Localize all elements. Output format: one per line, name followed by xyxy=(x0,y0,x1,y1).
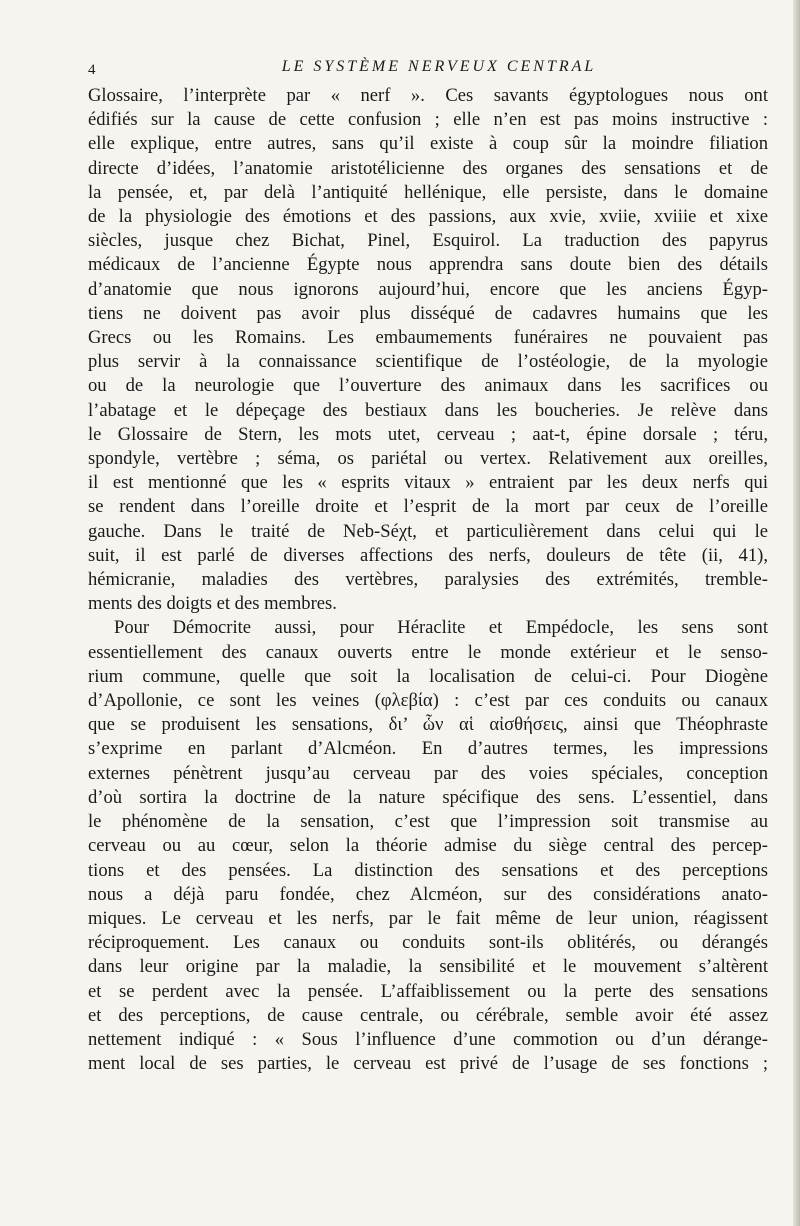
text-line: et des perceptions, de cause centrale, ou cérébrale, semble avoir été assez xyxy=(88,1004,768,1026)
text-line: spondyle, vertèbre ; séma, os pariétal ou vertex. Relativement aux oreilles, xyxy=(88,448,768,470)
page-edge xyxy=(793,0,800,1226)
text-line: nettement indiqué : « Sous l’influence d’une commotion ou d’un dérange- xyxy=(88,1028,768,1050)
text-line: directe d’idées, l’anatomie aristotélicienne des organes des sensations et de xyxy=(88,157,768,179)
text-line: il est mentionné que les « esprits vitaux » entraient par les deux nerfs qui xyxy=(88,472,768,494)
text-line: édifiés sur la cause de cette confusion ; elle n’en est pas moins instructive : xyxy=(88,109,768,131)
text-line: tions et des pensées. La distinction des sensations et des perceptions xyxy=(88,859,768,881)
text-line: rium commune, quelle que soit la localisation de celui-ci. Pour Diogène xyxy=(88,665,768,687)
text-line: le Glossaire de Stern, les mots utet, cerveau ; aat-t, épine dorsale ; téru, xyxy=(88,423,768,445)
text-line: Grecs ou les Romains. Les embaumements funéraires ne pouvaient pas xyxy=(88,327,768,349)
text-line: d’Apollonie, ce sont les veines (φλεβία) : c’est par ces conduits ou canaux xyxy=(88,690,768,712)
text-line: nous a déjà paru fondée, chez Alcméon, sur des considérations anato- xyxy=(88,883,768,905)
text-line: externes pénètrent jusqu’au cerveau par des voies spéciales, conception xyxy=(88,762,768,784)
page-header xyxy=(88,58,768,82)
text-line: elle explique, entre autres, sans qu’il existe à coup sûr la moindre filiation xyxy=(88,133,768,155)
text-line: ment local de ses parties, le cerveau est privé de l’usage de ses fonctions ; xyxy=(88,1053,768,1075)
text-line: se rendent dans l’oreille droite et l’esprit de la mort par ceux de l’oreille xyxy=(88,496,768,518)
text-line: réciproquement. Les canaux ou conduits sont-ils oblitérés, ou dérangés xyxy=(88,932,768,954)
text-line: siècles, jusque chez Bichat, Pinel, Esquirol. La traduction des papyrus xyxy=(88,230,768,252)
paragraph-end-line: ments des doigts et des membres. xyxy=(88,593,337,615)
text-line: s’exprime en parlant d’Alcméon. En d’autres termes, les impressions xyxy=(88,738,768,760)
text-line: suit, il est parlé de diverses affections des nerfs, douleurs de tête (ii, 41), xyxy=(88,544,768,566)
paragraph-start-line: Pour Démocrite aussi, pour Héraclite et Empédocle, les sens sont xyxy=(114,617,768,639)
page-number: 4 xyxy=(88,62,96,78)
text-line: miques. Le cerveau et les nerfs, par le fait même de leur union, réagissent xyxy=(88,907,768,929)
text-line: essentiellement des canaux ouverts entre le monde extérieur et le senso- xyxy=(88,641,768,663)
text-line: d’où sortira la doctrine de la nature spécifique des sens. L’essentiel, dans xyxy=(88,786,768,808)
text-line: dans leur origine par la maladie, la sensibilité et le mouvement s’altèrent xyxy=(88,956,768,978)
text-line: hémicranie, maladies des vertèbres, paralysies des extrémités, tremble- xyxy=(88,569,768,591)
text-line: que se produisent les sensations, δι’ ὧν αἱ αἰσθήσεις, ainsi que Théophraste xyxy=(88,714,768,736)
text-line: de la physiologie des émotions et des passions, aux xvie, xviie, xviiie et xixe xyxy=(88,206,768,228)
body-text xyxy=(88,84,768,1076)
text-line: gauche. Dans le traité de Neb-Séχt, et particulièrement dans celui qui le xyxy=(88,520,768,542)
text-line: ou de la neurologie que l’ouverture des animaux dans les sacrifices ou xyxy=(88,375,768,397)
text-line: cerveau ou au cœur, selon la théorie admise du siège central des percep- xyxy=(88,835,768,857)
running-title: LE SYSTÈME NERVEUX CENTRAL xyxy=(281,58,597,75)
text-line: l’abatage et le dépeçage des bestiaux dans les boucheries. Je relève dans xyxy=(88,399,768,421)
text-line: médicaux de l’ancienne Égypte nous apprendra sans doute bien des détails xyxy=(88,254,768,276)
text-line: le phénomène de la sensation, c’est que l’impression soit transmise au xyxy=(88,811,768,833)
text-line: d’anatomie que nous ignorons aujourd’hui, encore que les anciens Égyp- xyxy=(88,278,768,300)
text-line: et se perdent avec la pensée. L’affaiblissement ou la perte des sensations xyxy=(88,980,768,1002)
text-line: plus servir à la connaissance scientifique de l’ostéologie, de la myologie xyxy=(88,351,768,373)
text-line: tiens ne doivent pas avoir plus disséqué de cadavres humains que les xyxy=(88,302,768,324)
text-line: Glossaire, l’interprète par « nerf ». Ces savants égyptologues nous ont xyxy=(88,85,768,106)
text-line: la pensée, et, par delà l’antiquité hellénique, elle persiste, dans le domaine xyxy=(88,181,768,203)
